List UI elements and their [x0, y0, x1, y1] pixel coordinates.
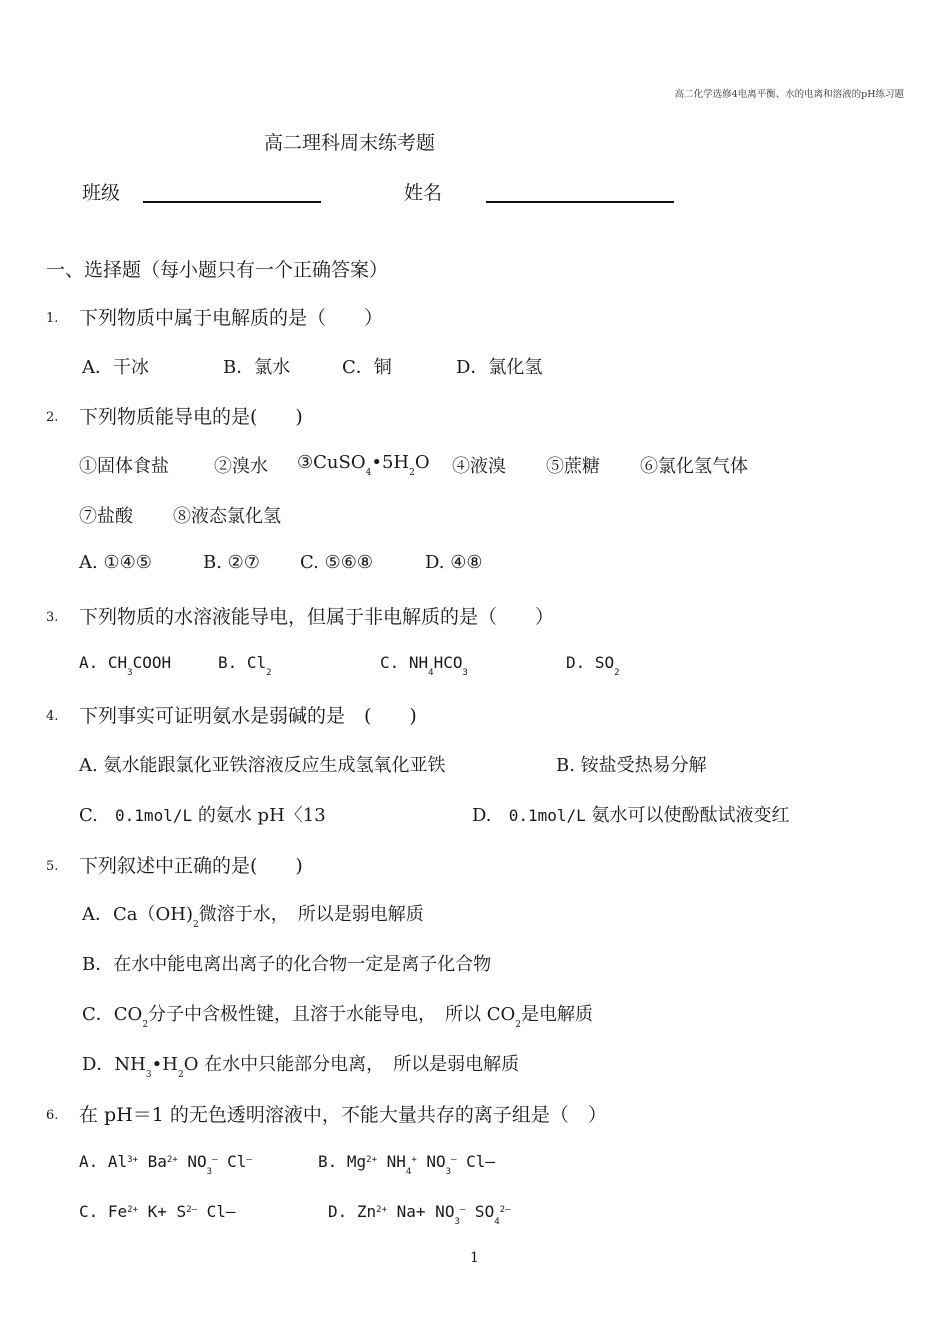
q4-option-b: B. 铵盐受热易分解 [556, 755, 707, 776]
question-1-text: 下列物质中属于电解质的是（ ） [79, 307, 384, 329]
q1-option-a: A．干冰 [82, 357, 149, 378]
question-5-text: 下列叙述中正确的是( ) [79, 855, 303, 877]
q2-item-5: ⑤蔗糖 [546, 456, 600, 477]
name-label: 姓名 [404, 182, 443, 204]
q5-option-b: B．在水中能电离出离子的化合物一定是离子化合物 [82, 954, 492, 975]
q2-item-2: ②溴水 [214, 456, 268, 477]
q6-option-b: B. $Mg^{2+}$ $NH_4^+$ $NO_3^-$ Cl– [318, 1152, 496, 1177]
q1-option-c: C．铜 [342, 357, 392, 378]
page-title: 高二理科周末练考题 [264, 132, 436, 154]
q4-option-a: A. 氨水能跟氯化亚铁溶液反应生成氢氧化亚铁 [79, 755, 446, 776]
q2-item-3: $③CuSO_4•5H_2O$ [297, 452, 430, 478]
q5-option-c: C．$CO_2$分子中含极性键，且溶于水能导电， 所以 $CO_2$是电解质 [82, 1004, 594, 1030]
q6-option-a: A. $Al^{3+}$ $Ba^{2+}$ $NO_3^-$ Cl– [79, 1152, 252, 1177]
q1-option-d: D．氯化氢 [456, 357, 543, 378]
page-number: 1 [470, 1250, 479, 1266]
q4-option-d: D. 0.1mol/L 氨水可以使酚酞试液变红 [472, 805, 790, 826]
question-3-text: 下列物质的水溶液能导电，但属于非电解质的是（ ） [79, 606, 555, 628]
q2-option-a: A. ①④⑤ [79, 552, 152, 573]
q2-item-7: ⑦盐酸 [79, 506, 133, 527]
q6-option-c: C. $Fe^{2+}$ $K+ S^{2-}$ Cl– [79, 1202, 236, 1221]
q2-option-b: B. ②⑦ [203, 552, 260, 573]
q1-option-b: B．氯水 [223, 357, 291, 378]
class-blank[interactable] [143, 201, 321, 203]
q2-item-4: ④液溴 [452, 456, 506, 477]
q4-option-c: C. 0.1mol/L 的氨水 pH〈13 [79, 805, 326, 826]
q2-item-6: ⑥氯化氢气体 [640, 456, 748, 477]
q2-item-1: ①固体食盐 [79, 456, 169, 477]
q3-option-a: A. $CH_3COOH$ [79, 653, 172, 678]
q2-option-c: C. ⑤⑥⑧ [300, 552, 373, 573]
question-number: 3. [46, 610, 59, 625]
question-4-text: 下列事实可证明氨水是弱碱的是 ( ) [79, 705, 417, 727]
question-6-text: 在 pH＝1 的无色透明溶液中，不能大量共存的离子组是（ ） [79, 1104, 607, 1126]
question-number: 5. [46, 859, 59, 874]
q2-item-8: ⑧液态氯化氢 [173, 506, 281, 527]
class-label: 班级 [82, 182, 121, 204]
question-number: 2. [46, 410, 59, 425]
q2-option-d: D. ④⑧ [425, 552, 483, 573]
name-blank[interactable] [486, 201, 674, 203]
question-number: 1. [46, 311, 59, 326]
question-2-text: 下列物质能导电的是( ) [79, 406, 303, 428]
q3-option-c: C. $NH_4HCO_3$ [380, 653, 468, 678]
q5-option-a: A．$Ca(OH)_2$微溶于水， 所以是弱电解质 [82, 904, 424, 930]
page-header: 高二化学选修4电离平衡、水的电离和溶液的pH练习题 [674, 89, 904, 100]
q3-option-d: D. $SO_2$ [566, 653, 620, 678]
section-heading: 一、选择题（每小题只有一个正确答案） [46, 259, 389, 281]
question-number: 6. [46, 1108, 59, 1123]
q6-option-d: D. $Zn^{2+}$ $Na+ NO_3^-$ $SO_4^{2-}$ [328, 1202, 511, 1227]
q5-option-d: D．$NH_3•H_2O$ 在水中只能部分电离， 所以是弱电解质 [82, 1054, 520, 1080]
q3-option-b: B. $Cl_2$ [218, 653, 272, 678]
question-number: 4. [46, 709, 59, 724]
